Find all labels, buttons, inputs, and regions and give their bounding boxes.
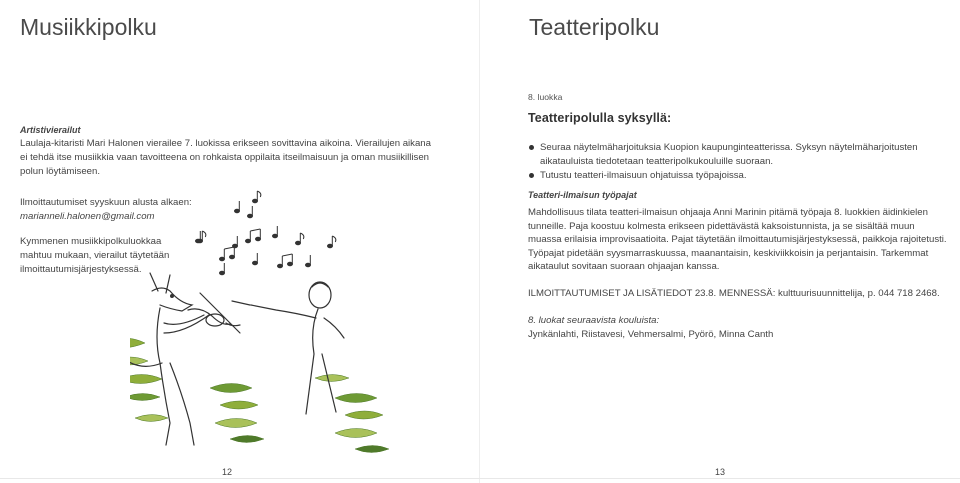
bottom-divider — [0, 478, 960, 479]
signup-text: Ilmoittautumiset syyskuun alusta alkaen: — [20, 197, 192, 208]
list-item: Seuraa näytelmäharjoituksia Kuopion kaupunginteatterissa. Syksyn näytelmäharjoitusten aikatauluista tiedotetaan teatteripolkukouluille suoraan. — [528, 141, 958, 168]
workshop-heading: Teatteri-ilmaisun työpajat — [528, 190, 637, 200]
right-page — [480, 0, 960, 483]
grade-label: 8. luokka — [528, 92, 563, 102]
signup-info: ILMOITTAUTUMISET JA LISÄTIEDOT 23.8. MENNESSÄ: kulttuurisuunnittelija, p. 044 718 2468. — [528, 288, 940, 299]
page-title: Musiikkipolku — [20, 14, 157, 40]
section-heading: Teatteripolulla syksyllä: — [528, 111, 672, 125]
page-title: Teatteripolku — [529, 14, 660, 40]
fox-violin-conductor-illustration — [130, 183, 470, 473]
bullet-list — [528, 141, 958, 184]
leaf-decoration — [130, 338, 389, 453]
artist-heading: Artistivierailut — [20, 125, 81, 135]
schools-list: Jynkänlahti, Riistavesi, Vehmersalmi, Pyörö, Minna Canth — [528, 329, 774, 340]
page-number: 13 — [715, 467, 726, 477]
email-link[interactable]: marianneli.halonen@gmail.com — [20, 211, 155, 222]
page-number: 12 — [222, 467, 233, 477]
conductor-figure — [232, 282, 344, 414]
artist-text: Laulaja-kitaristi Mari Halonen vierailee 7. luokissa erikseen sovittavina aikoina. Vierailujen aikana ei tehdä itse musiikkia vaan tavoitteena on rohkaista oppilaita itseilmaisuun ja oman musiikillisen polun löytämiseen. — [20, 138, 431, 177]
workshop-text: Mahdollisuus tilata teatteri-ilmaisun ohjaaja Anni Marinin pitämä työpaja 8. luokkien äidinkielen tunneille. Paja koostuu kolmesta erikseen pidettävästä kaksoistunnista, ja se sisältää muun muassa erilaisia improvisaatioita. Pajat täytetään ilmoittautumisjärjestyksessä, paikkoja rajoitetusti. Työpajat pidetään syysmarraskuussa, maanantaisin, keskiviikkoisin ja perjantaisin. Tarkemmat aikataulut sovitaan suoraan ohjaajan kanssa. — [528, 207, 947, 272]
classes-text: Kymmenen musiikkipolkuluokkaa mahtuu mukaan, vierailut täytetään ilmoittautumisjärjestyksessä. — [20, 236, 170, 275]
list-item: Tutustu teatteri-ilmaisuun ohjatuissa työpajoissa. — [528, 169, 958, 183]
music-notes-icon — [196, 191, 336, 275]
schools-heading: 8. luokat seuraavista kouluista: — [528, 315, 660, 326]
